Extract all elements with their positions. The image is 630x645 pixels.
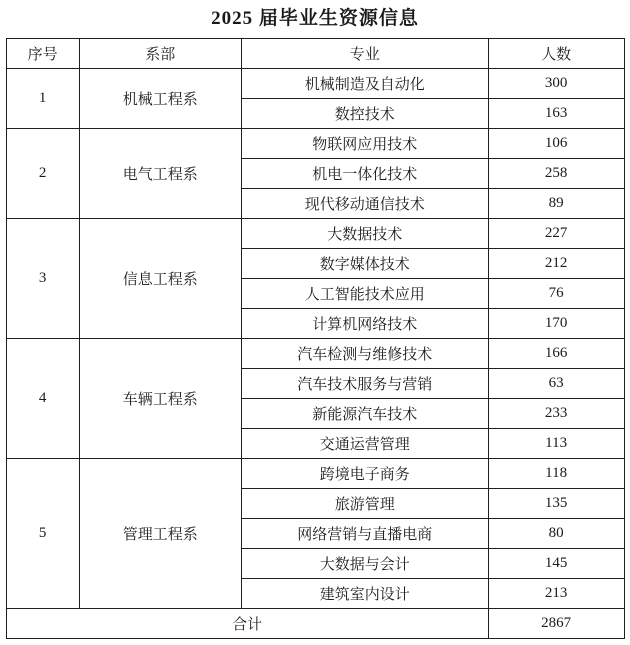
major-cell: 新能源汽车技术 [241,399,488,429]
count-cell: 118 [488,459,624,489]
count-cell: 89 [488,189,624,219]
count-cell: 76 [488,279,624,309]
major-cell: 汽车技术服务与营销 [241,369,488,399]
count-cell: 80 [488,519,624,549]
total-count: 2867 [488,609,624,639]
table-row [6,339,624,369]
major-cell: 数字媒体技术 [241,249,488,279]
major-cell: 旅游管理 [241,489,488,519]
row-number-cell: 4 [6,339,79,459]
header-cell-dept: 系部 [79,39,241,69]
department-cell: 电气工程系 [79,129,241,219]
table-row [6,129,624,159]
page-title: 2025 届毕业生资源信息 [211,8,419,29]
count-cell: 300 [488,69,624,99]
row-number-cell: 3 [6,219,79,339]
count-cell: 170 [488,309,624,339]
header-cell-no: 序号 [6,39,79,69]
count-cell: 212 [488,249,624,279]
major-cell: 汽车检测与维修技术 [241,339,488,369]
major-cell: 机电一体化技术 [241,159,488,189]
count-cell: 145 [488,549,624,579]
major-cell: 大数据技术 [241,219,488,249]
major-cell: 机械制造及自动化 [241,69,488,99]
department-cell: 信息工程系 [79,219,241,339]
header-cell-count: 人数 [488,39,624,69]
count-cell: 113 [488,429,624,459]
count-cell: 258 [488,159,624,189]
major-cell: 交通运营管理 [241,429,488,459]
footer-row [6,609,624,639]
department-cell: 车辆工程系 [79,339,241,459]
major-cell: 计算机网络技术 [241,309,488,339]
major-cell: 人工智能技术应用 [241,279,488,309]
count-cell: 166 [488,339,624,369]
table-row [6,69,624,99]
header-cell-major: 专业 [241,39,488,69]
table-row [6,459,624,489]
count-cell: 227 [488,219,624,249]
count-cell: 135 [488,489,624,519]
count-cell: 163 [488,99,624,129]
table-row [6,219,624,249]
major-cell: 建筑室内设计 [241,579,488,609]
major-cell: 大数据与会计 [241,549,488,579]
count-cell: 106 [488,129,624,159]
graduate-resource-table [6,38,625,639]
count-cell: 213 [488,579,624,609]
table-body [6,69,624,609]
major-cell: 物联网应用技术 [241,129,488,159]
major-cell: 数控技术 [241,99,488,129]
department-cell: 管理工程系 [79,459,241,609]
count-cell: 233 [488,399,624,429]
row-number-cell: 5 [6,459,79,609]
major-cell: 跨境电子商务 [241,459,488,489]
header-row [6,39,624,69]
row-number-cell: 1 [6,69,79,129]
department-cell: 机械工程系 [79,69,241,129]
count-cell: 63 [488,369,624,399]
row-number-cell: 2 [6,129,79,219]
major-cell: 网络营销与直播电商 [241,519,488,549]
major-cell: 现代移动通信技术 [241,189,488,219]
total-label: 合计 [6,609,488,639]
